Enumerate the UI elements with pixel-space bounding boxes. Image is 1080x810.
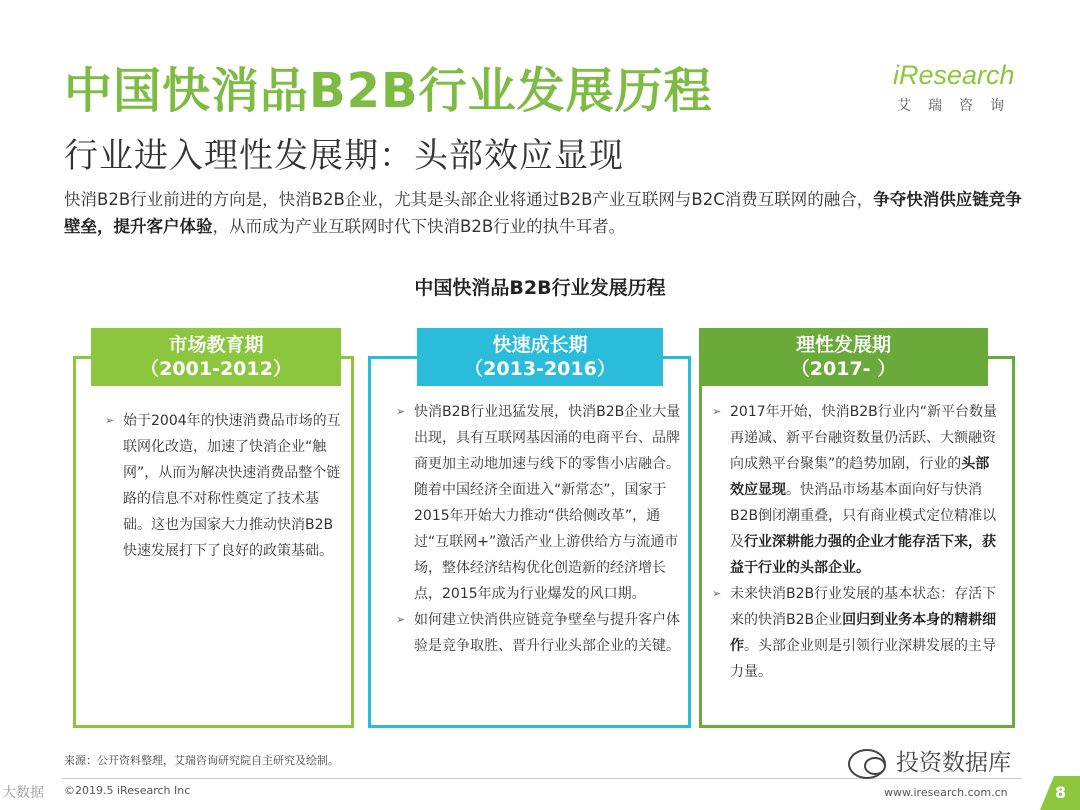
intro-bold-1: 争夺快消供应链竞争壁垒，提升客户体验 (64, 190, 1022, 236)
intro-paragraph (64, 186, 1034, 240)
copyright: ©2019.5 iResearch Inc (64, 784, 191, 797)
bullet-text-c: 。头部企业则是引领行业深耕发展的主导力量。 (730, 638, 996, 680)
wechat-icon (848, 749, 886, 779)
bullet-bold-b: 头部效应显现 (730, 456, 990, 498)
bullet-item (396, 399, 684, 607)
bullet-item (712, 399, 1002, 581)
bullet-arrow-icon: ➢ (712, 587, 722, 600)
bullet-arrow-icon: ➢ (396, 405, 406, 418)
bullet-item (105, 408, 345, 564)
bullet-bold-d: 行业深耕能力强的企业才能存活下来，获益于行业的头部企业。 (730, 534, 996, 576)
website-url: www.iresearch.com.cn (884, 786, 1008, 799)
bullet-arrow-icon: ➢ (396, 613, 406, 626)
logo-chinese-name: 艾瑞咨询 (897, 98, 1021, 114)
bullet-item (712, 581, 1002, 685)
bullet-text-c: 。快消品市场基本面向好与快消B2B倒闭潮重叠，只有商业模式定位精准以及 (730, 482, 997, 550)
page-subtitle: 行业进入理性发展期：头部效应显现 (64, 136, 624, 176)
phase-name: 快速成长期 (492, 334, 588, 356)
phase-name: 理性发展期 (795, 334, 891, 356)
intro-text-1: 快消B2B行业前进的方向是，快消B2B企业，尤其是头部企业将通过B2B产业互联网与B2C消费互联网的融合， (64, 190, 874, 209)
phase-bullets-rational-development (712, 399, 1002, 685)
phase-header-rational-development (699, 328, 988, 386)
phase-bullets-rapid-growth (396, 399, 684, 659)
bullet-item (396, 607, 684, 659)
source-note: 来源：公开资料整理，艾瑞咨询研究院自主研究及绘制。 (64, 754, 339, 767)
bullet-text: 快消B2B行业迅猛发展，快消B2B企业大量出现，具有互联网基因涌的电商平台、品牌商更加主动地加速与线下的零售小店融合。随着中国经济全面进入“新常态”，国家于2015年开始大力推动“供给侧改革”，通过“互联网+”激活产业上游供给方与流通市场，整体经济结构优化创造新的经济增长点，2015年成为行业爆发的风口期。 (414, 404, 681, 602)
phase-period: （2001-2012） (140, 358, 292, 380)
bullet-arrow-icon: ➢ (712, 405, 722, 418)
bullet-bold-b: 回归到业务本身的精耕细作 (730, 612, 997, 654)
bullet-text-a: 2017年开始，快消B2B行业内“新平台数量再递减、新平台融资数量仍活跃、大额融资向成熟平台聚集”的趋势加剧，行业的 (730, 404, 997, 472)
logo-wordmark: iResearch (893, 60, 1015, 90)
watermark (848, 744, 1011, 779)
page-title: 中国快消品B2B行业发展历程 (64, 63, 713, 119)
phase-bullets-market-education (105, 408, 345, 564)
bullet-text: 始于2004年的快速消费品市场的互联网化改造，加速了快消企业“触网”，从而为解决快速消费品整个链路的信息不对称性奠定了技术基础。这也为国家大力推动快消B2B快速发展打下了良好的政策基础。 (123, 413, 341, 559)
phase-period: （2013-2016） (464, 358, 616, 380)
intro-text-2: ，从而成为产业互联网时代下快消B2B行业的执牛耳者。 (212, 217, 626, 236)
bullet-text-a: 未来快消B2B行业发展的基本状态：存活下来的快消B2B企业 (730, 586, 997, 628)
phase-header-market-education (91, 328, 341, 386)
watermark-text: 投资数据库 (896, 750, 1011, 776)
page-number: 8 (1055, 783, 1067, 802)
phase-name: 市场教育期 (168, 334, 264, 356)
iresearch-logo (893, 60, 1033, 115)
watermark-corner: 大数据 (2, 785, 44, 801)
bullet-arrow-icon: ➢ (105, 414, 115, 427)
phase-header-rapid-growth (417, 328, 663, 386)
phase-period: （2017- ） (790, 358, 897, 380)
bullet-text: 如何建立快消供应链竞争壁垒与提升客户体验是竞争取胜、晋升行业头部企业的关键。 (414, 612, 680, 654)
chart-title: 中国快消品B2B行业发展历程 (414, 277, 666, 299)
